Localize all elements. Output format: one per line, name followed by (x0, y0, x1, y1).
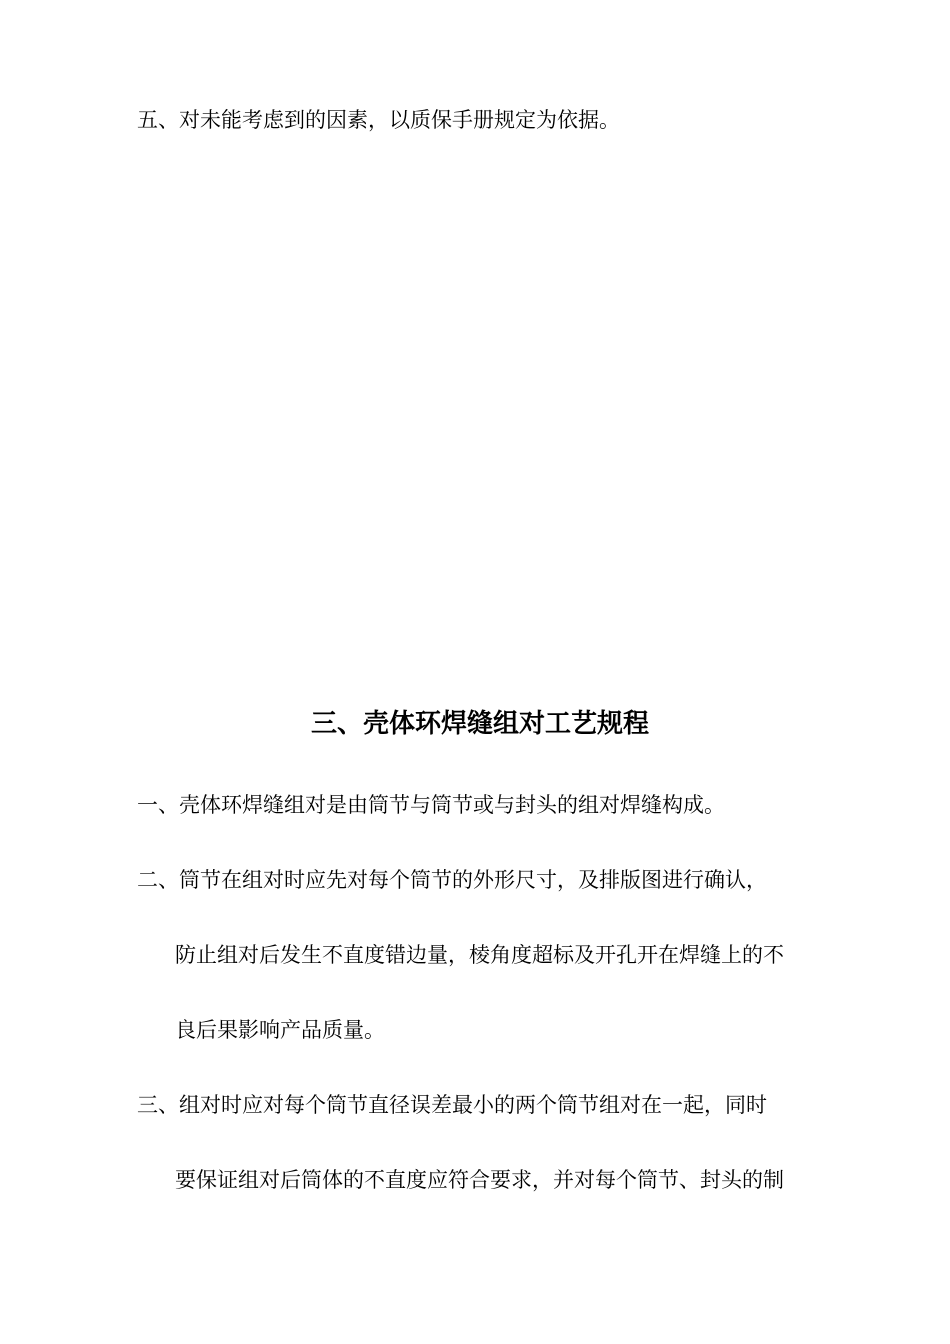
item-2-line-1: 二、筒节在组对时应先对每个筒节的外形尺寸，及排版图进行确认， (137, 868, 767, 892)
item-3-line-1: 三、组对时应对每个筒节直径误差最小的两个筒节组对在一起，同时 (137, 1093, 767, 1117)
item-1-line-1: 一、壳体环焊缝组对是由筒节与筒节或与封头的组对焊缝构成。 (137, 793, 725, 817)
item-3-line-2: 要保证组对后筒体的不直度应符合要求，并对每个筒节、封头的制 (175, 1168, 784, 1192)
item-2-line-2: 防止组对后发生不直度错边量，棱角度超标及开孔开在焊缝上的不 (175, 943, 784, 967)
prev-item-5: 五、对未能考虑到的因素，以质保手册规定为依据。 (137, 108, 620, 132)
item-2-line-3: 良后果影响产品质量。 (175, 1018, 385, 1042)
section-title: 三、壳体环焊缝组对工艺规程 (310, 709, 649, 739)
